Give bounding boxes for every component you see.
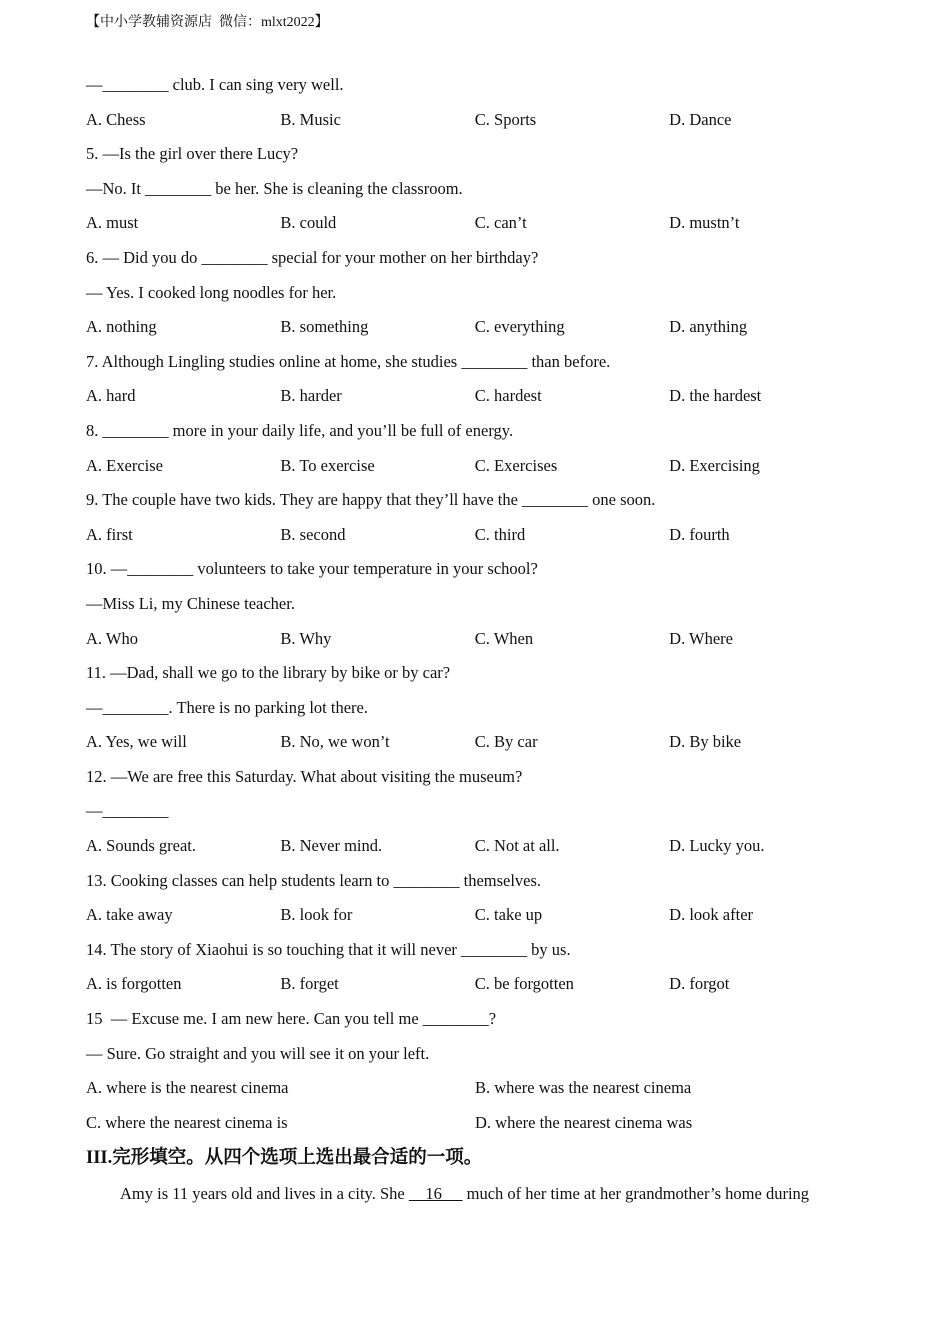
option-row: [86, 898, 886, 933]
answer-option: C. Sports: [474, 109, 537, 129]
answer-option: A. first: [86, 524, 133, 544]
question-lines: [86, 68, 886, 1140]
answer-option: D. Dance: [669, 109, 732, 129]
answer-option: C. third: [474, 524, 526, 544]
answer-option: A. where is the nearest cinema: [86, 1078, 289, 1098]
answer-option: D. fourth: [669, 524, 730, 544]
answer-option: C. When: [474, 628, 534, 648]
question-line: —Miss Li, my Chinese teacher.: [86, 593, 295, 613]
question-line: 5. —Is the girl over there Lucy?: [86, 144, 299, 164]
section-title-text: 完形填空。从四个选项上选出最合适的一项。: [112, 1147, 483, 1169]
answer-option: A. Yes, we will: [86, 732, 187, 752]
answer-option: B. look for: [280, 905, 353, 925]
answer-option: B. second: [280, 524, 346, 544]
passage-text-after: much of her time at her grandmother’s home during: [462, 1184, 810, 1204]
answer-option: C. where the nearest cinema is: [86, 1112, 288, 1132]
answer-option: D. Exercising: [669, 455, 760, 475]
answer-option: B. No, we won’t: [280, 732, 390, 752]
answer-option: C. hardest: [474, 386, 542, 406]
answer-option: D. Where: [669, 628, 734, 648]
question-line: 14. The story of Xiaohui is so touching that it will never ________ by us.: [86, 939, 571, 959]
question-line: 10. —________ volunteers to take your temperature in your school?: [86, 559, 538, 579]
option-row: [86, 829, 886, 864]
passage-blank-16: 16: [408, 1184, 463, 1204]
question-line: 11. —Dad, shall we go to the library by bike or by car?: [86, 663, 451, 683]
answer-option: B. Never mind.: [280, 836, 383, 856]
question-line: — Sure. Go straight and you will see it on your left.: [86, 1043, 430, 1063]
answer-option: D. Lucky you.: [669, 836, 765, 856]
question-line: —________: [86, 801, 169, 821]
answer-option: B. harder: [280, 386, 342, 406]
answer-option: A. nothing: [86, 317, 157, 337]
option-row: [86, 449, 886, 484]
answer-option: D. look after: [669, 905, 754, 925]
question-line: —________ club. I can sing very well.: [86, 75, 344, 94]
answer-option: D. the hardest: [669, 386, 762, 406]
answer-option: C. be forgotten: [474, 974, 574, 994]
question-line: 12. —We are free this Saturday. What about visiting the museum?: [86, 766, 523, 786]
answer-option: B. something: [280, 317, 369, 337]
answer-option: A. Who: [86, 628, 138, 648]
passage-text-before: Amy is 11 years old and lives in a city. She: [120, 1184, 409, 1204]
question-content: [86, 68, 886, 1212]
answer-option: C. take up: [474, 905, 543, 925]
answer-option: A. Exercise: [86, 455, 163, 475]
question-line: —No. It ________ be her. She is cleaning the classroom.: [86, 178, 463, 198]
answer-option: B. where was the nearest cinema: [475, 1078, 692, 1098]
option-row: [86, 518, 886, 553]
answer-option: C. Exercises: [474, 455, 558, 475]
answer-option: A. must: [86, 213, 139, 233]
answer-option: A. hard: [86, 386, 136, 406]
answer-option: C. By car: [474, 732, 538, 752]
question-line: 7. Although Lingling studies online at home, she studies ________ than before.: [86, 351, 611, 371]
page-header-watermark: 【中小学教辅资源店 微信：mlxt2022】: [86, 15, 329, 30]
answer-option: B. Music: [280, 109, 341, 129]
answer-option: D. anything: [669, 317, 748, 337]
answer-option: B. could: [280, 213, 337, 233]
option-row: [86, 206, 886, 241]
answer-option: A. Sounds great.: [86, 836, 196, 856]
section-number: III.: [86, 1148, 113, 1169]
answer-option: C. Not at all.: [474, 836, 560, 856]
answer-option: A. Chess: [86, 109, 146, 129]
answer-option: D. mustn’t: [669, 213, 740, 233]
option-row: [86, 310, 886, 345]
answer-option: D. By bike: [669, 732, 742, 752]
question-line: —________. There is no parking lot there.: [86, 697, 368, 717]
option-row: [86, 967, 886, 1002]
option-row: [86, 379, 886, 414]
answer-option: D. where the nearest cinema was: [475, 1112, 693, 1132]
section-heading: [86, 1140, 886, 1176]
option-row: [86, 622, 886, 657]
option-row: [86, 725, 886, 760]
option-row: [86, 1106, 886, 1141]
question-line: 6. — Did you do ________ special for your mother on her birthday?: [86, 247, 539, 267]
answer-option: A. take away: [86, 905, 173, 925]
answer-option: C. everything: [474, 317, 565, 337]
answer-option: B. To exercise: [280, 455, 375, 475]
question-line: 8. ________ more in your daily life, and you’ll be full of energy.: [86, 420, 514, 440]
answer-option: B. forget: [280, 974, 339, 994]
option-row: [86, 1071, 886, 1106]
question-line: 9. The couple have two kids. They are happy that they’ll have the ________ one soon.: [86, 490, 656, 510]
question-line: — Yes. I cooked long noodles for her.: [86, 282, 337, 302]
answer-option: C. can’t: [474, 213, 527, 233]
option-row: [86, 103, 886, 138]
passage-first-line: [86, 1176, 886, 1212]
answer-option: A. is forgotten: [86, 974, 182, 994]
question-line: 13. Cooking classes can help students learn to ________ themselves.: [86, 870, 542, 890]
question-line: 15 — Excuse me. I am new here. Can you tell me ________?: [86, 1009, 497, 1029]
answer-option: D. forgot: [669, 974, 730, 994]
answer-option: B. Why: [280, 628, 332, 648]
